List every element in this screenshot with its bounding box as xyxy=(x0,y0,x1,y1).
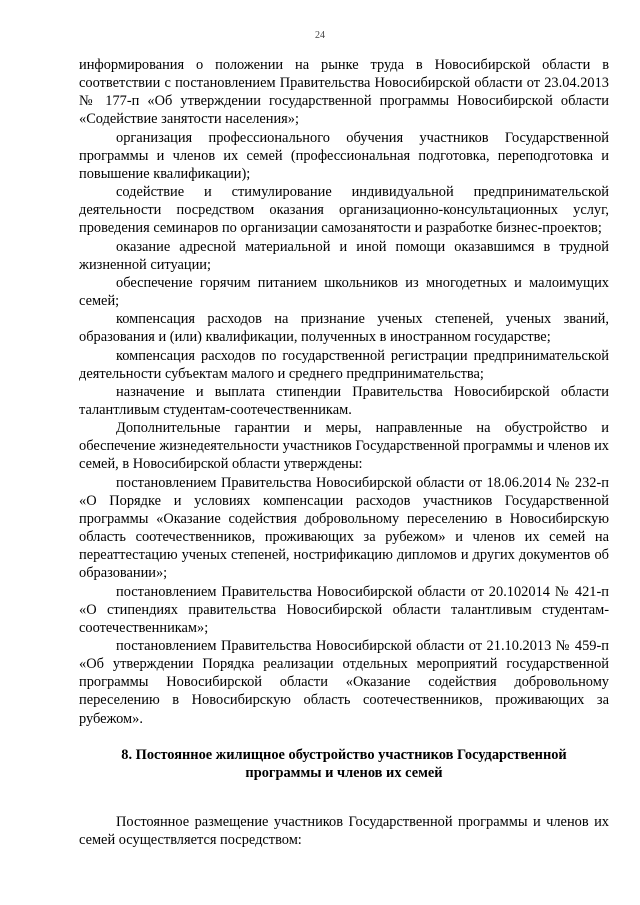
paragraph: содействие и стимулирование индивидуальной предпринимательской деятельности посредством оказания организационно-консультационных услуг, проведения семинаров по организации самозанятости и разработке бизнес-проектов; xyxy=(79,184,609,237)
document-body xyxy=(79,56,609,849)
section-heading: 8. Постоянное жилищное обустройство участников Государственной программы и членов их семей xyxy=(121,746,567,781)
paragraph: постановлением Правительства Новосибирской области от 20.102014 № 421-п «О стипендиях правительства Новосибирской области талантливым студентам-соотечественникам»; xyxy=(79,583,609,636)
paragraph: организация профессионального обучения участников Государственной программы и членов их семей (профессиональная подготовка, переподготовка и повышение квалификации); xyxy=(79,129,609,182)
paragraph: Дополнительные гарантии и меры, направленные на обустройство и обеспечение жизнедеятельности участников Государственной программы и членов их семей, в Новосибирской области утверждены: xyxy=(79,420,609,473)
page-number: 24 xyxy=(315,30,325,41)
paragraph: постановлением Правительства Новосибирской области от 18.06.2014 № 232-п «О Порядке и условиях компенсации расходов участников Государственной программы «Оказание содействия добровольному переселению в Новосибирскую область соотечественников, проживающих за рубежом» и членов их семей на переаттестацию ученых степеней, нострификацию дипломов и других документов об образовании»; xyxy=(79,474,609,582)
paragraph: оказание адресной материальной и иной помощи оказавшимся в трудной жизненной ситуации; xyxy=(79,238,609,273)
paragraph: информирования о положении на рынке труда в Новосибирской области в соответствии с постановлением Правительства Новосибирской области от 23.04.2013 № 177-п «Об утверждении государственной программы Новосибирской области «Содействие занятости населения»; xyxy=(79,57,609,128)
paragraph: обеспечение горячим питанием школьников из многодетных и малоимущих семей; xyxy=(79,274,609,310)
paragraph: постановлением Правительства Новосибирской области от 21.10.2013 № 459-п «Об утверждении Порядка реализации отдельных мероприятий государственной программы Новосибирской области «Оказание содействия добровольному переселению в Новосибирскую область соотечественников, проживающих за рубежом». xyxy=(79,638,609,727)
paragraph: назначение и выплата стипендии Правительства Новосибирской области талантливым студентам-соотечественникам. xyxy=(79,383,609,418)
paragraph: Постоянное размещение участников Государственной программы и членов их семей осуществляется посредством: xyxy=(79,814,609,849)
paragraph: компенсация расходов на признание ученых степеней, ученых званий, образования и (или) квалификации, полученных в иностранном государстве; xyxy=(79,311,609,346)
paragraph: компенсация расходов по государственной регистрации предпринимательской деятельности субъектам малого и среднего предпринимательства; xyxy=(79,347,609,382)
